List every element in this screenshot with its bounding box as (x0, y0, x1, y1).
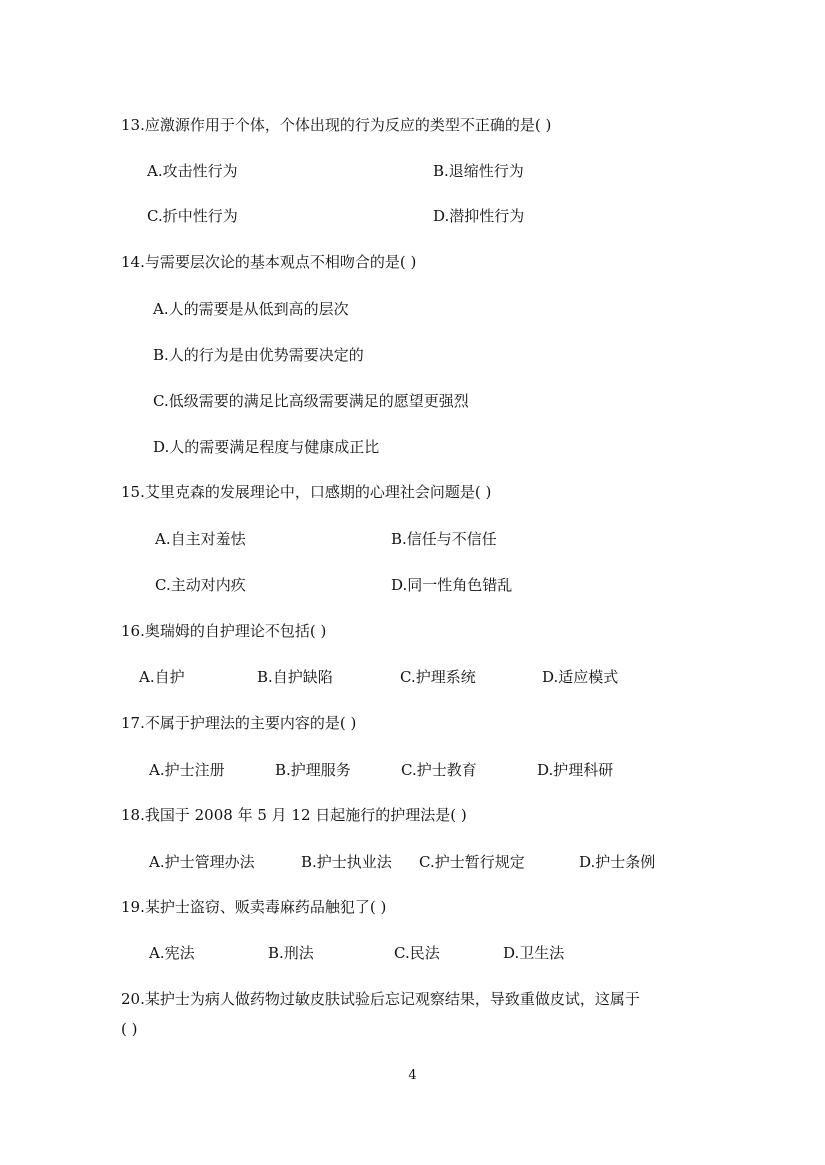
question-17-option-b: B.护理服务 (275, 761, 351, 779)
question-14-option-a: A.人的需要是从低到高的层次 (153, 300, 349, 318)
question-19-option-a: A.宪法 (149, 944, 195, 962)
question-18-option-d: D.护士条例 (579, 853, 656, 871)
question-15-option-d: D.同一性角色错乱 (391, 576, 513, 594)
question-18-option-a: A.护士管理办法 (149, 853, 255, 871)
question-17-option-d: D.护理科研 (537, 761, 614, 779)
question-15-stem: 15.艾里克森的发展理论中，口感期的心理社会问题是( ) (121, 483, 492, 501)
question-17-stem: 17.不属于护理法的主要内容的是( ) (121, 714, 357, 732)
question-19-option-d: D.卫生法 (503, 944, 565, 962)
page-number: 4 (408, 1068, 417, 1083)
question-20-answer-blank: ( ) (121, 1020, 138, 1038)
question-18-option-c: C.护士暂行规定 (419, 853, 525, 871)
question-13-option-b: B.退缩性行为 (433, 162, 524, 180)
question-16-option-b: B.自护缺陷 (257, 668, 333, 686)
question-15-option-a: A.自主对羞怯 (155, 530, 246, 548)
question-14-option-d: D.人的需要满足程度与健康成正比 (153, 438, 380, 456)
question-16-stem: 16.奥瑞姆的自护理论不包括( ) (121, 622, 327, 640)
question-17-option-c: C.护士教育 (401, 761, 477, 779)
question-13-option-d: D.潜抑性行为 (433, 207, 525, 225)
question-19-option-c: C.民法 (394, 944, 440, 962)
question-20-stem: 20.某护士为病人做药物过敏皮肤试验后忘记观察结果，导致重做皮试，这属于 (121, 990, 640, 1008)
question-16-option-d: D.适应模式 (542, 668, 619, 686)
question-13-option-c: C.折中性行为 (147, 207, 238, 225)
question-18-option-b: B.护士执业法 (301, 853, 392, 871)
question-19-stem: 19.某护士盗窃、贩卖毒麻药品触犯了( ) (121, 898, 387, 916)
question-16-option-a: A.自护 (139, 668, 185, 686)
question-17-option-a: A.护士注册 (149, 761, 225, 779)
question-13-option-a: A.攻击性行为 (147, 162, 238, 180)
question-15-option-c: C.主动对内疚 (155, 576, 246, 594)
question-16-option-c: C.护理系统 (400, 668, 476, 686)
question-14-option-c: C.低级需要的满足比高级需要满足的愿望更强烈 (153, 392, 469, 410)
question-19-option-b: B.刑法 (268, 944, 314, 962)
question-15-option-b: B.信任与不信任 (391, 530, 497, 548)
question-13-stem: 13.应激源作用于个体，个体出现的行为反应的类型不正确的是( ) (121, 116, 552, 134)
question-14-option-b: B.人的行为是由优势需要决定的 (153, 346, 364, 364)
question-18-stem: 18.我国于 2008 年 5 月 12 日起施行的护理法是( ) (121, 806, 467, 824)
question-14-stem: 14.与需要层次论的基本观点不相吻合的是( ) (121, 253, 417, 271)
